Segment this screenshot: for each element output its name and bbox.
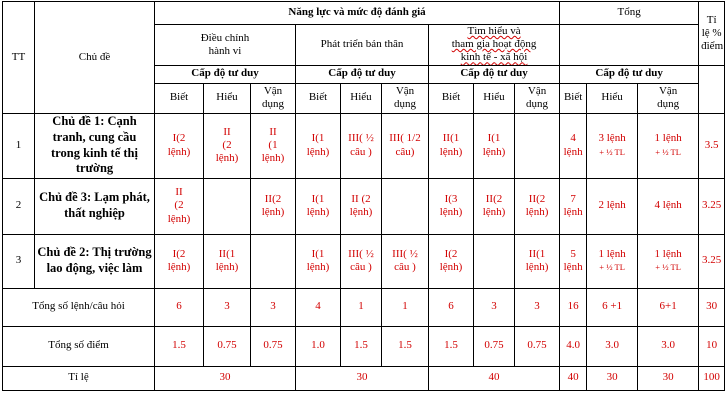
cell — [204, 178, 251, 234]
total-value: 1 lệnh — [654, 247, 682, 260]
summary-cell: 1.5 — [341, 326, 382, 366]
cell: III( ½ câu ) — [341, 113, 382, 178]
cap-do-tong: Cấp độ tư duy — [560, 65, 699, 83]
summary-label: Tỉ lệ — [3, 366, 155, 390]
total-van-dung: 4 lệnh — [638, 178, 699, 234]
cell: II(2 lệnh) — [515, 178, 560, 234]
summary-total: 30 — [638, 366, 699, 390]
cell — [251, 234, 296, 288]
summary-total: 3.0 — [587, 326, 638, 366]
cell: II(1 lệnh) — [515, 234, 560, 288]
cell: I(2 lệnh) — [155, 113, 204, 178]
summary-cell: 3 — [515, 288, 560, 326]
level-biet: Biết — [296, 83, 341, 113]
assessment-matrix-table — [2, 1, 725, 391]
row-pct: 3.25 — [699, 178, 725, 234]
cell: II(1 lệnh) — [204, 234, 251, 288]
summary-label: Tổng số lệnh/câu hỏi — [3, 288, 155, 326]
summary-cell: 6 — [429, 288, 474, 326]
summary-cell: 3 — [251, 288, 296, 326]
summary-cell: 0.75 — [251, 326, 296, 366]
summary-cell: 1.5 — [382, 326, 429, 366]
header-main-group: Năng lực và mức độ đánh giá — [155, 2, 560, 25]
ti-le-group: 30 — [155, 366, 296, 390]
cell: II(2 lệnh) — [251, 178, 296, 234]
tong-blank — [560, 25, 699, 66]
summary-cell: 1.5 — [429, 326, 474, 366]
summary-cell: 1 — [341, 288, 382, 326]
level-van-dung: Vận dụng — [638, 83, 699, 113]
row-tt: 3 — [3, 234, 35, 288]
summary-total: 40 — [560, 366, 587, 390]
cap-do-3: Cấp độ tư duy — [429, 65, 560, 83]
summary-pct: 10 — [699, 326, 725, 366]
pct-header-blank — [699, 65, 725, 113]
competency-dieu-chinh: Điều chỉnh hành vi — [155, 25, 296, 66]
competency-tim-hieu-text: Tìm hiểu và tham gia hoạt động kinh tế - xã hội — [451, 25, 537, 64]
cell — [515, 113, 560, 178]
total-hieu: 2 lệnh — [587, 178, 638, 234]
cell: III( ½ câu ) — [382, 234, 429, 288]
header-tong: Tổng — [560, 2, 699, 25]
cell — [382, 178, 429, 234]
total-value: 1 lệnh — [598, 247, 626, 260]
summary-total: 6 +1 — [587, 288, 638, 326]
header-chu-de: Chủ đề — [35, 2, 155, 114]
summary-cell: 0.75 — [204, 326, 251, 366]
cell: I(1 lệnh) — [474, 113, 515, 178]
summary-row-tong-so-lenh — [3, 288, 725, 326]
total-van-dung — [638, 113, 699, 178]
summary-cell: 0.75 — [474, 326, 515, 366]
row-pct: 3.25 — [699, 234, 725, 288]
ti-le-group: 40 — [429, 366, 560, 390]
ti-le-group: 30 — [296, 366, 429, 390]
cap-do-1: Cấp độ tư duy — [155, 65, 296, 83]
summary-cell: 4 — [296, 288, 341, 326]
total-hieu — [587, 234, 638, 288]
row-tt: 1 — [3, 113, 35, 178]
level-van-dung: Vận dụng — [515, 83, 560, 113]
level-hieu: Hiểu — [204, 83, 251, 113]
cell: II(1 lệnh) — [429, 113, 474, 178]
row-pct: 3.5 — [699, 113, 725, 178]
cell: I(1 lệnh) — [296, 234, 341, 288]
row-topic: Chủ đề 3: Lạm phát, thất nghiệp — [35, 178, 155, 234]
table-row — [3, 178, 725, 234]
summary-cell: 1 — [382, 288, 429, 326]
summary-row-tong-so-diem — [3, 326, 725, 366]
cell: I(1 lệnh) — [296, 178, 341, 234]
summary-label: Tổng số điểm — [3, 326, 155, 366]
total-biet: 5 lệnh — [560, 234, 587, 288]
competency-phat-trien: Phát triển bản thân — [296, 25, 429, 66]
total-note: + ½ TL — [655, 262, 681, 273]
summary-cell: 6 — [155, 288, 204, 326]
cell: I(3 lệnh) — [429, 178, 474, 234]
summary-cell: 3 — [204, 288, 251, 326]
total-note: + ½ TL — [599, 262, 625, 273]
header-tt: TT — [3, 2, 35, 114]
summary-pct: 100 — [699, 366, 725, 390]
summary-pct: 30 — [699, 288, 725, 326]
row-topic: Chủ đề 2: Thị trường lao động, việc làm — [35, 234, 155, 288]
cell: I(1 lệnh) — [296, 113, 341, 178]
level-biet: Biết — [429, 83, 474, 113]
level-van-dung: Vận dụng — [382, 83, 429, 113]
competency-tim-hieu — [429, 25, 560, 66]
cell: II (2 lệnh) — [341, 178, 382, 234]
cell: II(2 lệnh) — [474, 178, 515, 234]
cell: III( 1/2 câu) — [382, 113, 429, 178]
cell: II (2 lệnh) — [204, 113, 251, 178]
cell: III( ½ câu ) — [341, 234, 382, 288]
cap-do-2: Cấp độ tư duy — [296, 65, 429, 83]
header-ti-le-pct: Tỉ lệ % điểm — [699, 2, 725, 66]
summary-cell: 0.75 — [515, 326, 560, 366]
total-note: + ½ TL — [655, 146, 681, 157]
total-value: 3 lệnh — [598, 132, 626, 145]
summary-total: 16 — [560, 288, 587, 326]
total-value: 1 lệnh — [654, 132, 682, 145]
total-biet: 4 lệnh — [560, 113, 587, 178]
level-biet: Biết — [155, 83, 204, 113]
summary-total: 30 — [587, 366, 638, 390]
summary-cell: 3 — [474, 288, 515, 326]
row-tt: 2 — [3, 178, 35, 234]
summary-total: 4.0 — [560, 326, 587, 366]
summary-total: 3.0 — [638, 326, 699, 366]
table-row — [3, 234, 725, 288]
total-note: + ½ TL — [599, 146, 625, 157]
summary-cell: 1.5 — [155, 326, 204, 366]
cell: I(2 lệnh) — [429, 234, 474, 288]
cell: II (1 lệnh) — [251, 113, 296, 178]
cell — [474, 234, 515, 288]
cell: I(2 lệnh) — [155, 234, 204, 288]
header-row-1 — [3, 2, 725, 25]
total-biet: 7 lệnh — [560, 178, 587, 234]
level-hieu: Hiểu — [474, 83, 515, 113]
level-van-dung: Vận dụng — [251, 83, 296, 113]
summary-total: 6+1 — [638, 288, 699, 326]
table-row — [3, 113, 725, 178]
level-hieu: Hiểu — [341, 83, 382, 113]
summary-row-ti-le — [3, 366, 725, 390]
row-topic: Chủ đề 1: Cạnh tranh, cung cầu trong kinh tế thị trường — [35, 113, 155, 178]
total-hieu — [587, 113, 638, 178]
level-hieu: Hiểu — [587, 83, 638, 113]
total-van-dung — [638, 234, 699, 288]
cell: II (2 lệnh) — [155, 178, 204, 234]
summary-cell: 1.0 — [296, 326, 341, 366]
level-biet: Biết — [560, 83, 587, 113]
